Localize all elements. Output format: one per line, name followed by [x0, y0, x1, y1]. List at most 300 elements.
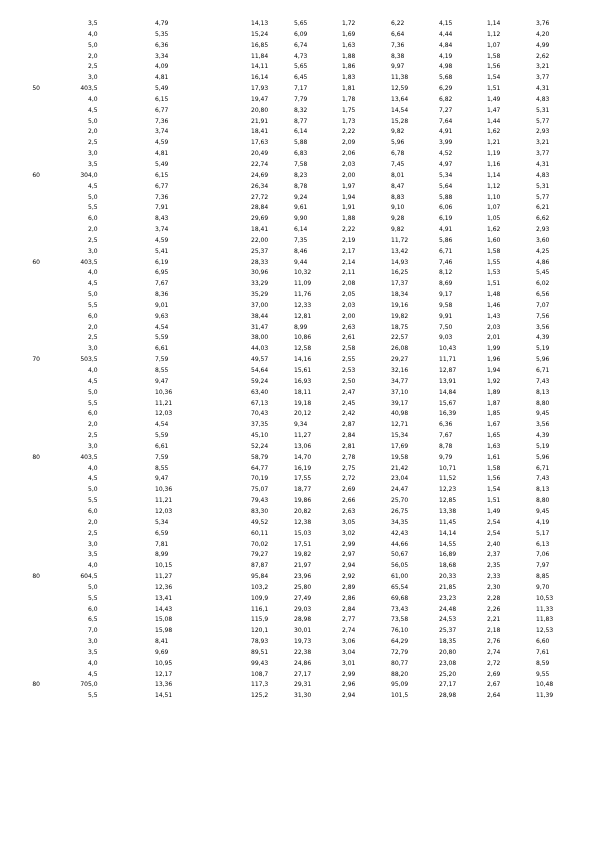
cell-iy: 12,71 [391, 421, 409, 429]
cell-ix-radius: 2,63 [342, 507, 356, 515]
cell-dim-h: 50 [80, 356, 88, 364]
cell-iy-radius: 1,46 [487, 301, 501, 309]
cell-area: 7,59 [155, 453, 169, 461]
cell-dim-b [8, 333, 40, 344]
cell-ix: 17,63 [251, 139, 269, 147]
cell-mass: 8,59 [536, 659, 550, 667]
cell-thickness: 4,5 [88, 106, 98, 114]
cell-area: 7,59 [155, 356, 169, 364]
cell-dim-h [40, 366, 88, 377]
cell-dim-b [8, 550, 40, 561]
cell-dim-b: 70 [32, 356, 40, 364]
cell-dim-h [40, 52, 88, 63]
cell-thickness: 4,0 [88, 30, 98, 38]
cell-iy-radius: 2,33 [487, 573, 501, 581]
cell-area: 13,36 [155, 681, 173, 689]
cell-mass: 4,31 [536, 160, 550, 168]
cell-thickness: 7,0 [88, 627, 98, 635]
cell-thickness: 4,5 [88, 573, 98, 581]
cell-mass: 6,13 [536, 540, 550, 548]
cell-thickness: 2,0 [88, 421, 98, 429]
cell-dim-h [40, 691, 88, 702]
cell-mass: 4,39 [536, 432, 550, 440]
cell-dim-h [40, 62, 88, 73]
cell-wy: 23,08 [439, 659, 457, 667]
cell-area: 5,49 [155, 85, 169, 93]
cell-mass: 7,07 [536, 301, 550, 309]
cell-ix-radius: 2,55 [342, 356, 356, 364]
cell-iy-radius: 1,12 [487, 182, 501, 190]
cell-ix: 37,00 [251, 301, 269, 309]
cell-wx: 8,32 [294, 106, 308, 114]
cell-ix-radius: 1,83 [342, 74, 356, 82]
cell-wy: 18,68 [439, 562, 457, 570]
row-margin [0, 529, 8, 540]
cell-iy-radius: 1,62 [487, 128, 501, 136]
row-margin [0, 648, 8, 659]
cell-iy-radius: 1,43 [487, 312, 501, 320]
cell-wy: 9,91 [439, 312, 453, 320]
cell-dim-h [40, 648, 88, 659]
cell-wy: 4,97 [439, 160, 453, 168]
cell-thickness: 4,0 [88, 367, 98, 374]
cell-iy-radius: 1,10 [487, 193, 501, 201]
cell-ix-radius: 2,06 [342, 150, 356, 158]
cell-area: 7,67 [155, 280, 169, 288]
cell-dim-h [40, 431, 88, 442]
row-margin [0, 182, 8, 193]
cell-wx: 28,98 [294, 616, 312, 624]
table-row [0, 474, 595, 485]
cell-area: 6,61 [155, 442, 169, 450]
cell-thickness: 3,0 [88, 150, 98, 158]
cell-iy: 39,17 [391, 399, 409, 407]
cell-dim-b [8, 268, 40, 279]
cell-area: 6,19 [155, 258, 169, 266]
cell-wx: 17,55 [294, 475, 312, 483]
table-row [0, 637, 595, 648]
cell-iy: 56,05 [391, 562, 409, 570]
cell-ix: 64,77 [251, 464, 269, 472]
row-margin [0, 464, 8, 475]
cell-dim-b [8, 464, 40, 475]
cell-wy: 16,89 [439, 551, 457, 559]
cell-wx: 20,82 [294, 507, 312, 515]
cell-dim-h [40, 626, 88, 637]
cell-mass: 5,77 [536, 117, 550, 125]
cell-dim-h: 40 [80, 453, 88, 461]
cell-area: 4,59 [155, 236, 169, 244]
cell-mass: 4,83 [536, 95, 550, 103]
cell-wy: 6,82 [439, 95, 453, 103]
cell-dim-b [8, 626, 40, 637]
cell-thickness: 4,5 [88, 377, 98, 385]
cell-wy: 25,20 [439, 670, 457, 678]
cell-mass: 2,93 [536, 226, 550, 234]
cell-dim-b: 80 [32, 453, 40, 461]
cell-iy-radius: 1,60 [487, 236, 501, 244]
cell-wx: 4,73 [294, 52, 308, 60]
cell-wx: 22,38 [294, 648, 312, 656]
cell-iy-radius: 2,37 [487, 551, 501, 559]
cell-ix: 16,14 [251, 74, 269, 82]
cell-dim-h [40, 333, 88, 344]
cell-iy: 80,77 [391, 659, 409, 667]
cell-wx: 12,33 [294, 301, 312, 309]
cell-wy: 6,06 [439, 204, 453, 212]
cell-ix: 99,43 [251, 659, 269, 667]
cell-dim-h [40, 420, 88, 431]
row-margin [0, 496, 8, 507]
row-margin [0, 193, 8, 204]
cell-ix: 78,93 [251, 638, 269, 646]
cell-area: 6,15 [155, 171, 169, 179]
cell-thickness: 3,0 [88, 345, 98, 353]
cell-mass: 5,19 [536, 345, 550, 353]
cell-mass: 3,77 [536, 150, 550, 158]
cell-ix-radius: 2,84 [342, 432, 356, 440]
cell-iy: 19,82 [391, 312, 409, 320]
cell-ix-radius: 2,89 [342, 583, 356, 591]
cell-ix: 26,34 [251, 182, 269, 190]
cell-dim-b [8, 30, 40, 41]
cell-iy-radius: 1,58 [487, 247, 501, 255]
cell-wx: 6,45 [294, 74, 308, 82]
cell-thickness: 3,0 [88, 540, 98, 548]
cell-dim-b [8, 95, 40, 106]
cell-ix-radius: 2,22 [342, 128, 356, 136]
cell-area: 15,08 [155, 616, 173, 624]
cell-wx: 27,49 [294, 594, 312, 602]
cell-area: 6,77 [155, 106, 169, 114]
cell-thickness: 4,5 [88, 182, 98, 190]
cell-ix: 14,11 [251, 63, 269, 71]
row-margin [0, 19, 8, 30]
cell-mass: 4,39 [536, 334, 550, 342]
cell-mass: 6,71 [536, 367, 550, 374]
cell-iy-radius: 1,96 [487, 356, 501, 364]
table-row [0, 323, 595, 334]
cell-iy: 9,28 [391, 215, 405, 223]
cell-dim-b [8, 442, 40, 453]
cell-iy-radius: 1,56 [487, 475, 501, 483]
cell-iy-radius: 2,72 [487, 659, 501, 667]
cell-iy: 17,37 [391, 280, 409, 288]
cell-wx: 14,16 [294, 356, 312, 364]
table-row [0, 518, 595, 529]
cell-area: 5,59 [155, 432, 169, 440]
cell-ix-radius: 2,86 [342, 594, 356, 602]
cell-ix: 95,84 [251, 573, 269, 581]
cell-ix: 63,40 [251, 388, 269, 396]
cell-wy: 20,80 [439, 648, 457, 656]
cell-wx: 12,58 [294, 345, 312, 353]
cell-thickness: 3,5 [88, 20, 98, 27]
cell-iy-radius: 1,53 [487, 269, 501, 277]
cell-ix: 70,19 [251, 475, 269, 483]
cell-wy: 4,19 [439, 52, 453, 60]
cell-ix-radius: 2,99 [342, 670, 356, 678]
cell-mass: 6,62 [536, 215, 550, 223]
cell-iy: 40,98 [391, 410, 409, 418]
cell-area: 13,41 [155, 594, 173, 602]
cell-mass: 6,02 [536, 280, 550, 288]
cell-thickness: 3,5 [88, 648, 98, 656]
cell-wx: 7,79 [294, 95, 308, 103]
cell-dim-h [40, 268, 88, 279]
cell-area: 11,21 [155, 399, 173, 407]
cell-iy: 9,97 [391, 63, 405, 71]
row-margin [0, 138, 8, 149]
table-row [0, 442, 595, 453]
cell-ix-radius: 2,00 [342, 171, 356, 179]
table-row [0, 247, 595, 258]
cell-mass: 11,83 [536, 616, 554, 624]
cell-ix: 49,57 [251, 356, 269, 364]
cell-dim-h [40, 203, 88, 214]
cell-dim-b [8, 182, 40, 193]
cell-ix: 18,41 [251, 226, 269, 234]
table-row [0, 550, 595, 561]
cell-area: 6,15 [155, 95, 169, 103]
cell-ix-radius: 1,88 [342, 215, 356, 223]
cell-iy-radius: 1,49 [487, 507, 501, 515]
cell-wx: 18,77 [294, 486, 312, 494]
cell-dim-h [40, 279, 88, 290]
cell-iy: 11,38 [391, 74, 409, 82]
cell-ix: 31,47 [251, 323, 269, 331]
cell-iy-radius: 2,40 [487, 540, 501, 548]
row-margin [0, 605, 8, 616]
cell-ix: 79,43 [251, 497, 269, 505]
cell-mass: 6,71 [536, 464, 550, 472]
cell-dim-h [40, 182, 88, 193]
table-row [0, 561, 595, 572]
cell-mass: 4,83 [536, 171, 550, 179]
table-row [0, 52, 595, 63]
cell-area: 12,17 [155, 670, 173, 678]
cell-wx: 6,83 [294, 150, 308, 158]
cell-ix: 60,11 [251, 529, 269, 537]
cell-dim-b [8, 290, 40, 301]
cell-iy-radius: 1,92 [487, 377, 501, 385]
cell-iy: 32,16 [391, 367, 409, 374]
cell-wy: 7,27 [439, 106, 453, 114]
cell-thickness: 2,5 [88, 63, 98, 71]
cell-wx: 12,81 [294, 312, 312, 320]
cell-iy-radius: 1,89 [487, 388, 501, 396]
cell-mass: 8,13 [536, 486, 550, 494]
table-row [0, 496, 595, 507]
cell-iy: 76,10 [391, 627, 409, 635]
cell-ix-radius: 2,19 [342, 236, 356, 244]
cell-thickness: 6,0 [88, 507, 98, 515]
cell-area: 4,54 [155, 421, 169, 429]
table-row [0, 62, 595, 73]
table-row [0, 268, 595, 279]
cell-wx: 21,97 [294, 562, 312, 570]
row-margin [0, 442, 8, 453]
cell-iy-radius: 2,35 [487, 562, 501, 570]
cell-iy-radius: 1,87 [487, 399, 501, 407]
cell-dim-b [8, 399, 40, 410]
cell-mass: 8,80 [536, 399, 550, 407]
table-row [0, 540, 595, 551]
cell-ix-radius: 2,63 [342, 323, 356, 331]
cell-ix-radius: 2,00 [342, 312, 356, 320]
cell-ix: 109,9 [251, 594, 269, 602]
cell-dim-b [8, 106, 40, 117]
cell-ix-radius: 2,53 [342, 367, 356, 374]
cell-wy: 6,19 [439, 215, 453, 223]
cell-iy: 101,5 [391, 692, 409, 700]
cell-dim-h [40, 659, 88, 670]
row-margin [0, 540, 8, 551]
cell-iy-radius: 1,49 [487, 95, 501, 103]
table-row [0, 225, 595, 236]
row-margin [0, 301, 8, 312]
cell-thickness: 5,5 [88, 399, 98, 407]
row-margin [0, 377, 8, 388]
cell-dim-b [8, 62, 40, 73]
row-margin [0, 127, 8, 138]
cell-area: 9,01 [155, 301, 169, 309]
cell-wx: 17,51 [294, 540, 312, 548]
cell-dim-h [40, 30, 88, 41]
cell-ix: 20,49 [251, 150, 269, 158]
cell-iy: 24,47 [391, 486, 409, 494]
row-margin [0, 561, 8, 572]
cell-wy: 14,14 [439, 529, 457, 537]
cell-ix: 70,02 [251, 540, 269, 548]
table-row [0, 182, 595, 193]
cell-mass: 9,70 [536, 583, 550, 591]
cell-thickness: 3,5 [88, 85, 98, 93]
cell-wx: 19,18 [294, 399, 312, 407]
cell-iy-radius: 2,69 [487, 670, 501, 678]
cell-area: 10,36 [155, 486, 173, 494]
cell-dim-b [8, 594, 40, 605]
cell-wx: 8,77 [294, 117, 308, 125]
cell-ix-radius: 2,72 [342, 475, 356, 483]
cell-wy: 7,67 [439, 432, 453, 440]
cell-area: 14,43 [155, 605, 173, 613]
cell-dim-b [8, 388, 40, 399]
cell-dim-h [40, 496, 88, 507]
cell-dim-h [40, 605, 88, 616]
cell-thickness: 2,0 [88, 128, 98, 136]
table-row [0, 680, 595, 691]
cell-ix-radius: 2,45 [342, 399, 356, 407]
table-row [0, 203, 595, 214]
cell-wx: 8,99 [294, 323, 308, 331]
cell-area: 7,91 [155, 204, 169, 212]
cell-ix-radius: 2,47 [342, 388, 356, 396]
table-row [0, 73, 595, 84]
cell-wy: 24,48 [439, 605, 457, 613]
cell-area: 6,36 [155, 41, 169, 49]
cell-wx: 9,61 [294, 204, 308, 212]
cell-ix-radius: 2,42 [342, 410, 356, 418]
cell-dim-h [40, 301, 88, 312]
cell-mass: 5,77 [536, 193, 550, 201]
cell-mass: 9,55 [536, 670, 550, 678]
cell-wy: 14,84 [439, 388, 457, 396]
cell-area: 12,03 [155, 410, 173, 418]
cell-area: 11,27 [155, 573, 173, 581]
table-row [0, 659, 595, 670]
row-margin [0, 659, 8, 670]
cell-ix-radius: 1,91 [342, 204, 356, 212]
cell-wy: 14,55 [439, 540, 457, 548]
cell-dim-h [40, 19, 88, 30]
row-margin [0, 615, 8, 626]
cell-iy: 29,27 [391, 356, 409, 364]
cell-area: 4,81 [155, 150, 169, 158]
cell-thickness: 2,0 [88, 52, 98, 60]
cell-wy: 8,78 [439, 442, 453, 450]
cell-thickness: 5,5 [88, 301, 98, 309]
row-margin [0, 290, 8, 301]
cell-dim-b: 60 [32, 171, 40, 179]
cell-area: 6,59 [155, 529, 169, 537]
table-row [0, 160, 595, 171]
cell-dim-b [8, 312, 40, 323]
row-margin [0, 583, 8, 594]
cell-area: 8,99 [155, 551, 169, 559]
row-margin [0, 399, 8, 410]
cell-dim-h [40, 344, 88, 355]
cell-iy-radius: 1,05 [487, 215, 501, 223]
cell-area: 8,55 [155, 464, 169, 472]
cell-iy: 21,42 [391, 464, 409, 472]
cell-dim-h [40, 95, 88, 106]
table-row [0, 605, 595, 616]
cell-mass: 7,43 [536, 475, 550, 483]
cell-iy: 69,68 [391, 594, 409, 602]
cell-wx: 10,32 [294, 269, 312, 277]
cell-wx: 20,12 [294, 410, 312, 418]
cell-area: 3,74 [155, 226, 169, 234]
cell-iy-radius: 2,26 [487, 605, 501, 613]
row-margin [0, 366, 8, 377]
cell-ix: 15,24 [251, 30, 269, 38]
cell-wy: 8,69 [439, 280, 453, 288]
cell-ix: 103,2 [251, 583, 269, 591]
cell-iy-radius: 2,18 [487, 627, 501, 635]
cell-mass: 3,21 [536, 63, 550, 71]
cell-wx: 8,78 [294, 182, 308, 190]
row-margin [0, 258, 8, 269]
cell-iy: 8,83 [391, 193, 405, 201]
cell-wy: 4,91 [439, 226, 453, 234]
cell-thickness: 2,0 [88, 323, 98, 331]
cell-ix: 49,52 [251, 518, 269, 526]
cell-area: 9,69 [155, 648, 169, 656]
cell-mass: 2,62 [536, 52, 550, 60]
cell-thickness: 3,0 [88, 442, 98, 450]
table-row [0, 431, 595, 442]
cell-thickness: 4,5 [88, 475, 98, 483]
cell-ix: 24,69 [251, 171, 269, 179]
cell-iy: 23,04 [391, 475, 409, 483]
cell-dim-b [8, 279, 40, 290]
cell-area: 8,36 [155, 291, 169, 299]
cell-dim-b [8, 138, 40, 149]
cell-wx: 14,70 [294, 453, 312, 461]
cell-iy-radius: 2,28 [487, 594, 501, 602]
table-row [0, 117, 595, 128]
